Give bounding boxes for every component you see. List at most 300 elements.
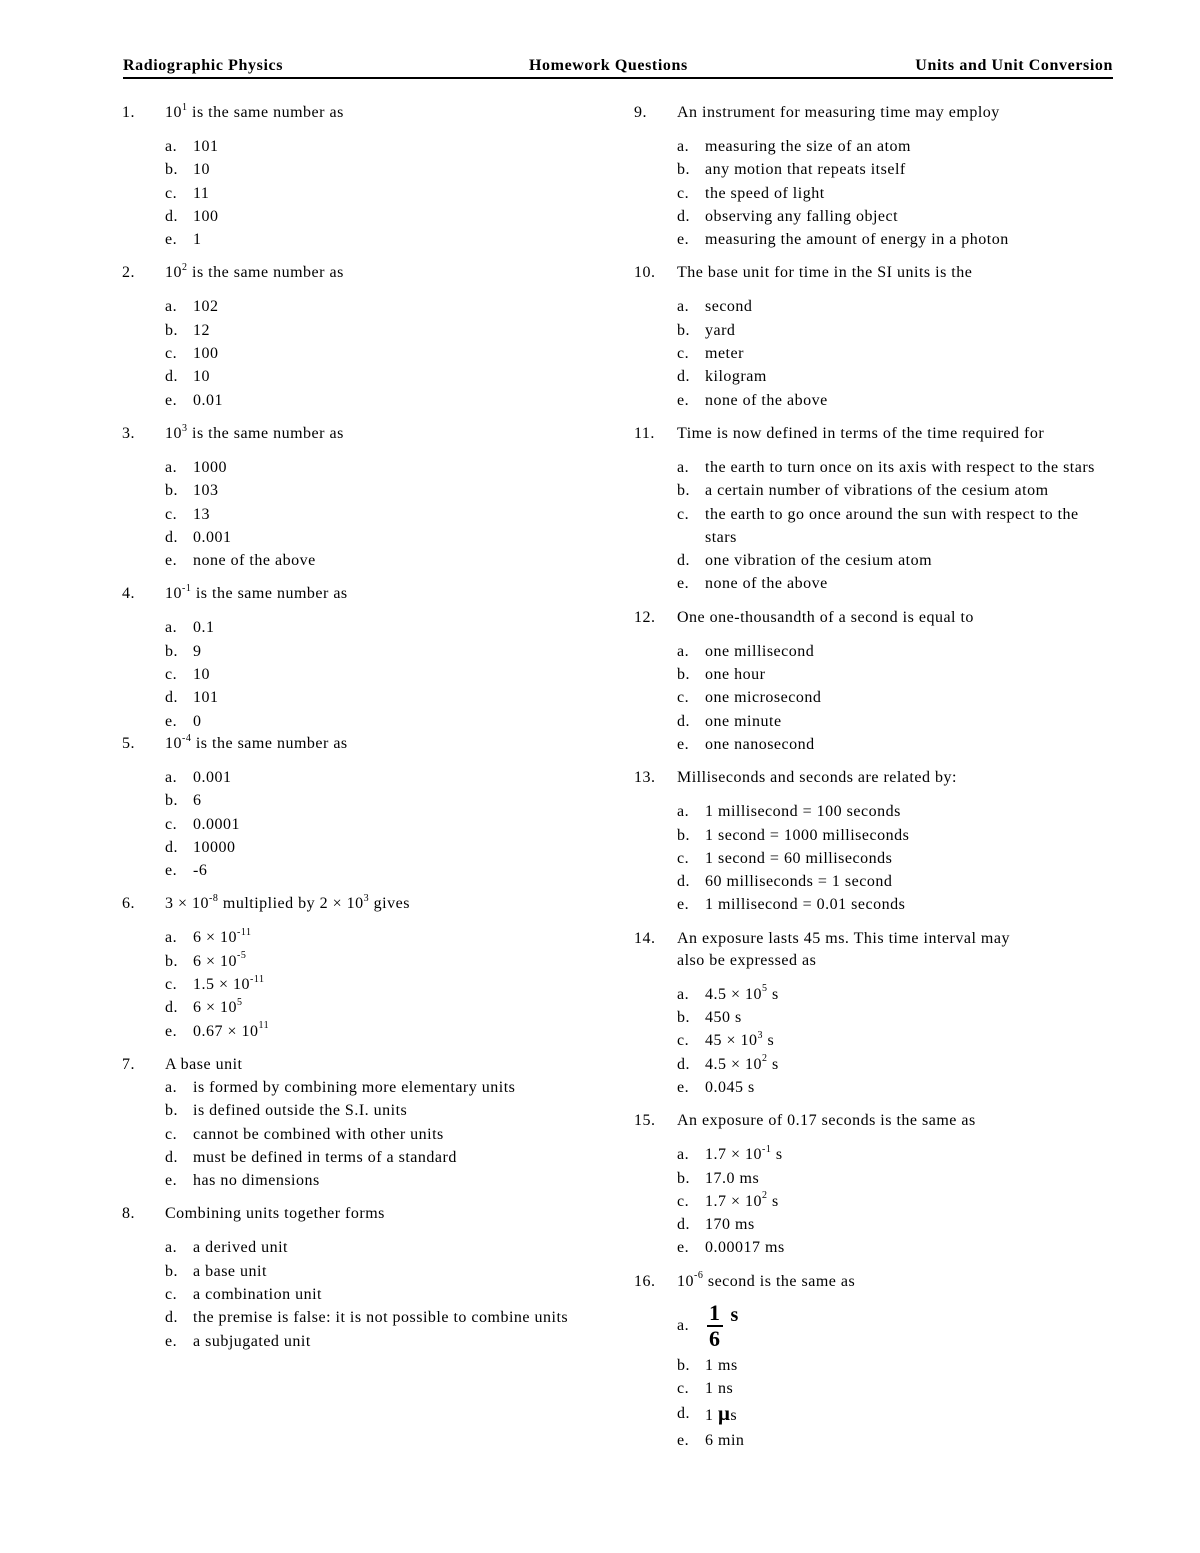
question-number: 9. [634, 104, 647, 121]
question-text: The base unit for time in the SI units is the [677, 264, 973, 282]
option-c [634, 503, 1114, 550]
option-e [634, 893, 1114, 916]
option-text: one vibration of the cesium atom [705, 552, 933, 570]
option-e [634, 1429, 1114, 1452]
question-9 [634, 102, 1114, 251]
option-b [634, 1167, 1114, 1190]
question-14 [634, 928, 1114, 1099]
option-letter: c. [165, 1285, 178, 1303]
option-text: one nanosecond [705, 735, 815, 753]
option-text: 6 [193, 792, 202, 810]
option-text: 170 ms [705, 1216, 755, 1234]
option-letter: e. [165, 231, 178, 249]
option-text: 0.01 [193, 391, 223, 409]
option-letter: e. [165, 712, 178, 730]
question-11 [634, 423, 1114, 596]
option-text: 1 [193, 231, 202, 249]
option-letter: a. [165, 619, 178, 637]
question-13 [634, 767, 1114, 916]
option-b [634, 479, 1114, 502]
option-text: 1 second = 1000 milliseconds [705, 826, 910, 844]
question-3 [122, 423, 592, 572]
option-letter: d. [677, 873, 690, 891]
option-letter: b. [165, 792, 178, 810]
option-text: none of the above [705, 575, 828, 593]
option-letter: a. [677, 1317, 690, 1335]
option-text: $6 \times 10^{-5}$ [193, 950, 247, 970]
question-text: $3 \times 10^{-8}$ multiplied by $2 \times 10^3$ gives [165, 893, 410, 913]
option-text: 0.001 [193, 528, 232, 546]
question-number: 1. [122, 104, 135, 121]
question-text: Time is now defined in terms of the time required for [677, 424, 1045, 442]
fraction [707, 1301, 723, 1351]
question-number: 7. [122, 1055, 135, 1073]
option-letter: b. [677, 1356, 690, 1374]
question-1 [122, 102, 592, 251]
option-text: $4.5 \times 10^2$ s [705, 1053, 779, 1073]
option-e [122, 228, 592, 251]
question-5 [122, 733, 592, 882]
options-list [122, 766, 592, 882]
question-number: 13. [634, 769, 656, 787]
option-letter: a. [165, 1239, 178, 1257]
option-text: 1 millisecond = 0.01 seconds [705, 896, 906, 914]
option-c [122, 1123, 592, 1146]
right-column [634, 102, 1114, 1464]
option-e [634, 572, 1114, 595]
option-text: a combination unit [193, 1285, 322, 1303]
option-text: 17.0 ms [705, 1169, 760, 1187]
options-list [122, 1076, 592, 1192]
option-text: 1 millisecond = 100 seconds [705, 803, 901, 821]
question-number: 11. [634, 424, 655, 442]
option-d [634, 710, 1114, 733]
option-d [634, 205, 1114, 228]
option-letter: e. [165, 1172, 178, 1190]
option-letter: b. [677, 482, 690, 500]
option-text: 6 min [705, 1432, 745, 1450]
question-number: 10. [634, 264, 656, 282]
option-d [634, 1053, 1114, 1076]
option-text: a base unit [193, 1262, 267, 1280]
option-letter: e. [677, 1239, 690, 1257]
option-a [634, 456, 1114, 479]
option-letter: e. [165, 552, 178, 570]
option-a [634, 640, 1114, 663]
option-letter: a. [677, 458, 690, 476]
option-letter: a. [165, 458, 178, 476]
option-letter: b. [677, 826, 690, 844]
option-letter: d. [677, 552, 690, 570]
question-number: 2. [122, 264, 135, 282]
option-letter: c. [165, 345, 178, 363]
option-text: is formed by combining more elementary units [193, 1078, 516, 1096]
question-16 [634, 1271, 1114, 1453]
header-course: Radiographic Physics [123, 57, 284, 74]
option-text: 0.1 [193, 619, 215, 637]
option-letter: c. [677, 184, 690, 202]
question-number: 6. [122, 895, 135, 913]
option-text: cannot be combined with other units [193, 1125, 444, 1143]
option-text: a subjugated unit [193, 1332, 311, 1350]
options-list [122, 1236, 592, 1352]
option-text: 101 [193, 689, 219, 707]
fraction-unit: s [730, 1304, 739, 1327]
option-letter: c. [677, 1032, 690, 1050]
question-text: $10^{-4}$ is the same number as [165, 732, 348, 752]
question-number: 5. [122, 734, 135, 752]
option-letter: c. [165, 1125, 178, 1143]
fraction-numerator: 1 [709, 1299, 721, 1325]
question-text: $10^1$ is the same number as [165, 101, 344, 121]
option-letter: a. [677, 1146, 690, 1164]
option-letter: d. [165, 999, 178, 1017]
header-topic: Units and Unit Conversion [915, 57, 1113, 74]
option-letter: b. [677, 161, 690, 179]
option-letter: e. [677, 1078, 690, 1096]
option-a [122, 616, 592, 639]
option-e [122, 859, 592, 882]
question-text: An exposure lasts 45 ms. This time interval may also be expressed as [677, 929, 1010, 969]
question-text: $10^2$ is the same number as [165, 262, 344, 282]
option-b [122, 479, 592, 502]
question-number: 8. [122, 1205, 135, 1223]
option-text: 0.001 [193, 768, 232, 786]
options-list [634, 295, 1114, 411]
option-letter: b. [165, 1102, 178, 1120]
option-text: a derived unit [193, 1239, 288, 1257]
option-letter: b. [165, 642, 178, 660]
option-e [634, 1076, 1114, 1099]
option-b [634, 824, 1114, 847]
option-letter: b. [165, 161, 178, 179]
option-text: $6 \times 10^{-11}$ [193, 927, 252, 947]
question-text: $10^{-6}$ second is the same as [677, 1270, 856, 1290]
option-d [634, 1400, 1114, 1429]
option-text: 1 ms [705, 1356, 738, 1374]
option-c [634, 1190, 1114, 1213]
question-8 [122, 1203, 592, 1352]
option-e [122, 549, 592, 572]
option-text: 10000 [193, 838, 236, 856]
option-text: $6 \times 10^5$ [193, 996, 243, 1017]
option-text: has no dimensions [193, 1172, 320, 1190]
option-text: a certain number of vibrations of the cesium atom [705, 482, 1049, 500]
option-letter: d. [677, 1055, 690, 1073]
option-letter: c. [165, 184, 178, 202]
mu-symbol: μ [718, 1401, 731, 1426]
option-letter: c. [165, 815, 178, 833]
option-letter: a. [165, 138, 178, 155]
option-letter: d. [165, 838, 178, 856]
option-e [634, 389, 1114, 412]
option-d [122, 996, 592, 1019]
question-text: A base unit [165, 1055, 243, 1073]
option-letter: a. [165, 768, 178, 786]
option-letter: d. [677, 368, 690, 386]
option-d [634, 549, 1114, 572]
option-letter: d. [677, 207, 690, 225]
option-text: 10 [193, 368, 210, 386]
option-c [122, 182, 592, 205]
option-letter: e. [677, 391, 690, 409]
options-list [634, 983, 1114, 1099]
option-e [122, 1330, 592, 1353]
option-letter: c. [165, 505, 178, 523]
option-text: 450 s [705, 1009, 742, 1027]
option-e [122, 1020, 592, 1043]
option-a [122, 135, 592, 158]
option-letter: d. [677, 1216, 690, 1234]
question-text: $10^3$ is the same number as [165, 422, 344, 442]
option-text: second [705, 298, 753, 316]
header-section: Homework Questions [529, 57, 688, 74]
option-d [122, 686, 592, 709]
option-b [122, 319, 592, 342]
question-number: 14. [634, 929, 656, 947]
question-number: 4. [122, 585, 135, 603]
left-column [122, 102, 592, 1364]
option-c [634, 1377, 1114, 1400]
option-text: kilogram [705, 368, 767, 386]
option-text: one millisecond [705, 642, 815, 660]
option-letter: b. [165, 321, 178, 339]
option-text: the earth to go once around the sun with respect to the stars [705, 505, 1079, 546]
option-text: 103 [193, 482, 219, 500]
option-text: $0.67 \times 10^{11}$ [193, 1020, 270, 1040]
options-list [634, 1143, 1114, 1259]
question-text: An exposure of 0.17 seconds is the same as [677, 1112, 976, 1130]
question-number: 15. [634, 1112, 656, 1130]
option-c [634, 847, 1114, 870]
option-letter: a. [677, 138, 690, 155]
option-text: $45 \times 10^3$ s [705, 1029, 775, 1050]
option-letter: b. [165, 482, 178, 500]
question-text: An instrument for measuring time may employ [677, 104, 1000, 121]
option-b [634, 319, 1114, 342]
option-e [634, 733, 1114, 756]
option-text [705, 1301, 1114, 1351]
option-letter: b. [677, 1009, 690, 1027]
option-text: observing any falling object [705, 207, 899, 225]
option-letter: d. [165, 1309, 178, 1327]
question-4 [122, 583, 592, 732]
option-text: $1.7 \times 10^{-1}$ s [705, 1143, 783, 1164]
option-text: is defined outside the S.I. units [193, 1102, 408, 1120]
option-letter: e. [165, 1022, 178, 1040]
question-number: 16. [634, 1272, 656, 1290]
option-text: measuring the size of an atom [705, 138, 911, 155]
options-list [122, 926, 592, 1042]
option-text: 1 μs [705, 1401, 738, 1426]
option-b [634, 1354, 1114, 1377]
option-text: measuring the amount of energy in a photon [705, 231, 1009, 249]
option-letter: c. [677, 849, 690, 867]
option-d [634, 1213, 1114, 1236]
question-number: 12. [634, 608, 656, 626]
option-c [634, 1029, 1114, 1052]
option-letter: e. [165, 1332, 178, 1350]
options-list [122, 295, 592, 411]
option-b [122, 1099, 592, 1122]
question-text: One one-thousandth of a second is equal to [677, 608, 974, 626]
option-text: 0.0001 [193, 815, 240, 833]
option-b [122, 640, 592, 663]
option-text: any motion that repeats itself [705, 161, 906, 179]
option-letter: b. [165, 952, 178, 970]
option-c [634, 342, 1114, 365]
option-text: 1 second = 60 milliseconds [705, 849, 893, 867]
option-letter: d. [165, 689, 178, 707]
option-text: 10 [193, 161, 210, 179]
option-letter: c. [677, 1192, 690, 1210]
option-text: $4.5 \times 10^5$ s [705, 983, 779, 1003]
option-text: one minute [705, 712, 782, 730]
option-a [122, 926, 592, 949]
option-text: the earth to turn once on its axis with respect to the stars [705, 458, 1095, 476]
option-d [122, 365, 592, 388]
option-d [634, 365, 1114, 388]
option-letter: b. [677, 666, 690, 684]
option-c [122, 663, 592, 686]
option-letter: a. [677, 985, 690, 1003]
options-list [122, 135, 592, 251]
option-letter: e. [165, 391, 178, 409]
options-list [634, 800, 1114, 916]
option-c [122, 813, 592, 836]
option-text: 1 ns [705, 1379, 734, 1397]
options-list [634, 456, 1114, 596]
option-text: $1.7 \times 10^2$ s [705, 1190, 779, 1210]
option-text: the speed of light [705, 184, 825, 202]
option-a [634, 1298, 1114, 1354]
option-text: 100 [193, 207, 219, 225]
question-number: 3. [122, 424, 135, 442]
option-a [634, 295, 1114, 318]
option-text: 0.045 s [705, 1078, 755, 1096]
options-list [122, 616, 592, 732]
option-letter: d. [677, 1405, 690, 1423]
option-text: the premise is false: it is not possible to combine units [193, 1309, 569, 1327]
option-c [634, 182, 1114, 205]
option-letter: c. [677, 345, 690, 363]
option-a [634, 1143, 1114, 1166]
option-e [634, 228, 1114, 251]
option-letter: c. [677, 505, 690, 523]
option-text: 100 [193, 345, 219, 363]
option-letter: b. [165, 1262, 178, 1280]
option-letter: a. [677, 642, 690, 660]
option-text: one microsecond [705, 689, 822, 707]
option-letter: c. [677, 1379, 690, 1397]
option-letter: e. [165, 862, 178, 880]
option-b [122, 950, 592, 973]
option-b [634, 663, 1114, 686]
option-letter: e. [677, 735, 690, 753]
options-list [634, 1298, 1114, 1453]
option-text: 12 [193, 321, 210, 339]
option-b [634, 158, 1114, 181]
option-c [634, 686, 1114, 709]
options-list [122, 456, 592, 572]
option-c [122, 1283, 592, 1306]
question-text: Milliseconds and seconds are related by: [677, 769, 957, 787]
option-letter: e. [677, 575, 690, 593]
page-header [123, 57, 1113, 79]
option-a [122, 456, 592, 479]
option-text: must be defined in terms of a standard [193, 1148, 457, 1166]
fraction-denominator: 6 [709, 1325, 721, 1351]
option-text: yard [705, 321, 736, 339]
option-d [122, 1146, 592, 1169]
option-letter: d. [165, 368, 178, 386]
option-letter: d. [165, 528, 178, 546]
option-text: one hour [705, 666, 766, 684]
option-letter: d. [165, 1148, 178, 1166]
option-text: -6 [193, 862, 208, 880]
option-text: none of the above [193, 552, 316, 570]
question-text: $10^{-1}$ is the same number as [165, 583, 348, 603]
option-c [122, 342, 592, 365]
option-b [634, 1006, 1114, 1029]
option-text: 13 [193, 505, 210, 523]
option-e [122, 710, 592, 733]
option-d [122, 205, 592, 228]
option-text: $1.5 \times 10^{-11}$ [193, 973, 265, 994]
option-a [634, 135, 1114, 158]
option-a [634, 983, 1114, 1006]
option-text: none of the above [705, 391, 828, 409]
option-letter: e. [677, 1432, 690, 1450]
option-a [122, 1076, 592, 1099]
option-b [122, 158, 592, 181]
options-list [634, 135, 1114, 251]
option-text: 0.00017 ms [705, 1239, 785, 1257]
option-e [122, 1169, 592, 1192]
option-e [634, 1236, 1114, 1259]
question-text: Combining units together forms [165, 1205, 385, 1223]
option-b [122, 1260, 592, 1283]
option-letter: b. [677, 321, 690, 339]
option-letter: c. [165, 666, 178, 684]
question-7 [122, 1054, 592, 1192]
option-text: 102 [193, 298, 219, 316]
option-text: 0 [193, 712, 202, 730]
option-letter: b. [677, 1169, 690, 1187]
option-a [634, 800, 1114, 823]
option-b [122, 789, 592, 812]
options-list [634, 640, 1114, 756]
option-d [634, 870, 1114, 893]
option-text: meter [705, 345, 744, 363]
option-letter: e. [677, 231, 690, 249]
option-text: 60 milliseconds = 1 second [705, 873, 893, 891]
option-c [122, 503, 592, 526]
question-15 [634, 1110, 1114, 1259]
question-6 [122, 893, 592, 1042]
question-12 [634, 607, 1114, 756]
option-letter: a. [677, 803, 690, 821]
option-e [122, 389, 592, 412]
option-letter: d. [165, 207, 178, 225]
option-letter: d. [677, 712, 690, 730]
question-10 [634, 262, 1114, 411]
option-letter: e. [677, 896, 690, 914]
option-letter: c. [165, 976, 178, 994]
option-letter: a. [677, 298, 690, 316]
option-text: 1000 [193, 458, 227, 476]
option-text: 11 [193, 184, 210, 202]
